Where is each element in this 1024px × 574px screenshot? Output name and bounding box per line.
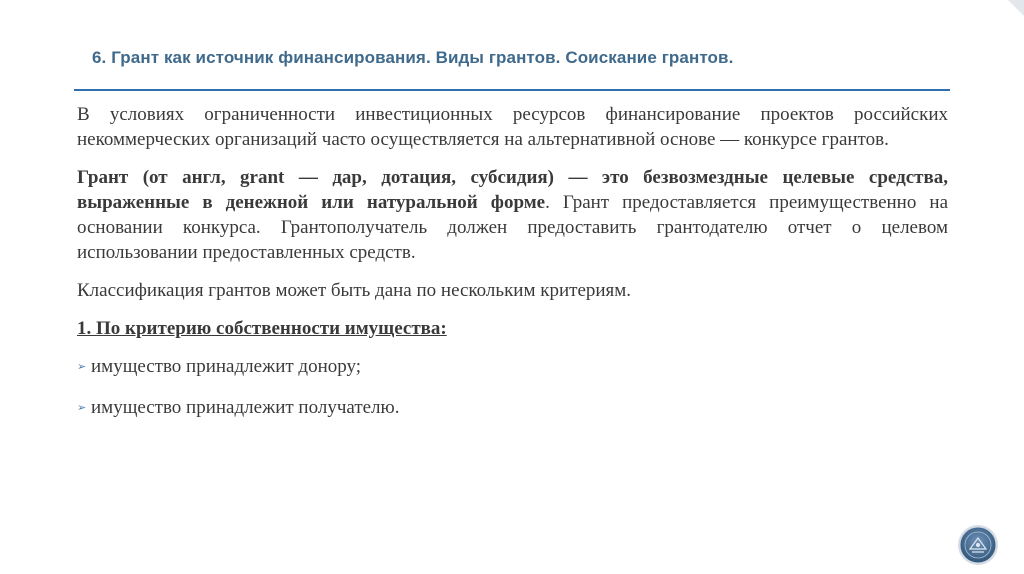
slide-content <box>77 102 948 436</box>
classification-paragraph: Классификация грантов может быть дана по нескольким критериям. <box>77 280 632 301</box>
title-divider <box>74 89 950 91</box>
emblem-graphic <box>957 524 999 566</box>
slide-title: 6. Грант как источник финансирования. Виды грантов. Соискание грантов. <box>92 48 734 67</box>
intro-paragraph: В условиях ограниченности инвестиционных ресурсов финансирование проектов российских некоммерческих организаций часто осуществляется на альтернативной основе — конкурсе грантов. <box>77 104 948 150</box>
bullet-text: имущество принадлежит донору; <box>91 356 362 377</box>
bullet-item <box>77 354 948 379</box>
definition-paragraph <box>77 165 948 265</box>
bullet-text: имущество принадлежит получателю. <box>91 397 400 418</box>
definition-bold-text: Грант (от англ, grant — дар, дотация, субсидия) — это безвозмездные целевые средства, выраженные в денежной или натуральной форме <box>77 167 948 213</box>
definition-rest-text: . Грант предоставляется преимущественно на основании конкурса. Грантополучатель должен предоставить грантодателю отчет о целевом использовании предоставленных средств. <box>77 192 949 263</box>
arrow-bullet-icon: ➢ <box>77 360 87 373</box>
university-emblem-icon <box>957 524 999 566</box>
corner-triangle-icon <box>1008 0 1024 16</box>
bullet-item <box>77 395 948 420</box>
criterion-heading: 1. По критерию собственности имущества: <box>77 318 447 339</box>
arrow-bullet-icon: ➢ <box>77 401 87 414</box>
